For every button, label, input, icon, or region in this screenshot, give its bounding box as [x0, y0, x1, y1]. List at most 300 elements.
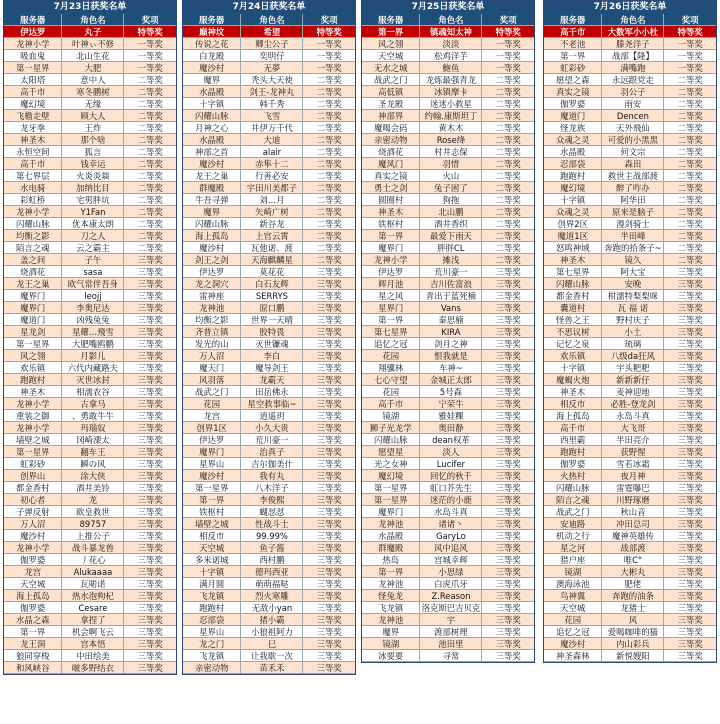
- character-name-cell: 酒井美铃: [62, 482, 124, 494]
- table-row: [183, 230, 355, 242]
- award-cell: 二等奖: [482, 158, 534, 170]
- character-name-cell: 北山生花: [62, 50, 124, 62]
- server-cell: 魔道门: [4, 314, 62, 326]
- character-name-cell: 火炎炎燚: [62, 170, 124, 182]
- award-cell: 三等奖: [124, 374, 176, 386]
- table-row: [183, 338, 355, 350]
- award-cell: 二等奖: [303, 218, 355, 230]
- table-row: [362, 170, 534, 182]
- award-cell: 三等奖: [482, 338, 534, 350]
- table-row: [362, 554, 534, 566]
- column-header: 角色名: [602, 14, 664, 26]
- server-cell: 水晶殿: [544, 146, 602, 158]
- table-row: [544, 398, 716, 410]
- table-row: [362, 374, 534, 386]
- award-cell: 二等奖: [124, 98, 176, 110]
- award-cell: 三等奖: [482, 506, 534, 518]
- table-row: [544, 590, 716, 602]
- award-cell: 三等奖: [303, 386, 355, 398]
- award-cell: 一等奖: [124, 38, 176, 50]
- character-name-cell: 中田绘美: [62, 650, 124, 662]
- table-row: [544, 614, 716, 626]
- table-row: [183, 578, 355, 590]
- server-cell: 伽罗婆: [4, 602, 62, 614]
- server-cell: 七心守望: [362, 374, 420, 386]
- character-name-cell: 寻常: [420, 650, 482, 662]
- character-name-cell: 赤隼十二: [241, 158, 303, 170]
- character-name-cell: 阿华田: [602, 194, 664, 206]
- table-row: [183, 254, 355, 266]
- award-cell: 三等奖: [482, 422, 534, 434]
- table-title: 7月24日获奖名单: [183, 1, 355, 14]
- server-cell: 魔蝎火炮: [544, 374, 602, 386]
- character-name-cell: Y1Fan: [62, 206, 124, 218]
- server-cell: 星之风: [362, 290, 420, 302]
- award-cell: 三等奖: [664, 518, 716, 530]
- server-cell: 牛吾寻弹: [183, 194, 241, 206]
- character-name-cell: 镜久: [602, 254, 664, 266]
- server-cell: 魔界门: [183, 446, 241, 458]
- table-row: [4, 86, 176, 98]
- server-cell: 十字镇: [544, 362, 602, 374]
- character-name-cell: 鱼子酱: [241, 542, 303, 554]
- award-cell: 三等奖: [303, 314, 355, 326]
- character-name-cell: 宇田川美都子: [241, 182, 303, 194]
- award-cell: 二等奖: [664, 182, 716, 194]
- server-cell: 龙神小学: [4, 422, 62, 434]
- server-cell: 不思议树: [544, 326, 602, 338]
- table-row: [4, 614, 176, 626]
- table-row: [362, 482, 534, 494]
- award-cell: 三等奖: [664, 458, 716, 470]
- character-name-cell: 瓦他诺、渡: [241, 242, 303, 254]
- server-cell: 闪耀山脉: [183, 110, 241, 122]
- server-cell: 龙王之巢: [4, 278, 62, 290]
- server-cell: 伽罗婆: [544, 458, 602, 470]
- award-cell: 二等奖: [303, 194, 355, 206]
- award-cell: 二等奖: [482, 122, 534, 134]
- server-cell: 第一界: [4, 626, 62, 638]
- character-name-cell: 凶残兔兔: [62, 314, 124, 326]
- award-cell: 三等奖: [303, 602, 355, 614]
- award-cell: 三等奖: [124, 338, 176, 350]
- character-name-cell: 啵多野结衣: [62, 662, 124, 674]
- table-row: [4, 530, 176, 542]
- server-cell: 忍部袋: [544, 158, 602, 170]
- server-cell: 水晶殿: [362, 530, 420, 542]
- table-row: [4, 494, 176, 506]
- character-name-cell: 大迪: [241, 134, 303, 146]
- table-row: [183, 362, 355, 374]
- award-cell: 三等奖: [664, 554, 716, 566]
- character-name-cell: 荒川豪一: [420, 266, 482, 278]
- table-row: [362, 386, 534, 398]
- award-cell: 三等奖: [482, 350, 534, 362]
- character-name-cell: 吉川佐富浪: [420, 278, 482, 290]
- character-name-cell: 5号森: [420, 386, 482, 398]
- character-name-cell: 战部【隆】: [602, 50, 664, 62]
- character-name-cell: 战斗暴龙兽: [62, 542, 124, 554]
- table-row: [544, 542, 716, 554]
- table-row: [4, 650, 176, 662]
- award-cell: 三等奖: [303, 458, 355, 470]
- table-row: [544, 38, 716, 50]
- server-cell: 龙牙拳: [4, 122, 62, 134]
- server-cell: 高千市: [544, 26, 602, 38]
- character-name-cell: 唯C°: [602, 554, 664, 566]
- character-name-cell: 、勇敢牛牛: [62, 410, 124, 422]
- table-row: [183, 122, 355, 134]
- table-row: [362, 110, 534, 122]
- award-cell: 三等奖: [482, 446, 534, 458]
- award-cell: 二等奖: [482, 182, 534, 194]
- server-cell: 飞龙镇: [183, 650, 241, 662]
- award-cell: 特等奖: [303, 26, 355, 38]
- server-cell: 天空城: [544, 602, 602, 614]
- table-row: [183, 350, 355, 362]
- character-name-cell: 必胜-登龙剑: [602, 398, 664, 410]
- table-row: [4, 38, 176, 50]
- table-row: [544, 254, 716, 266]
- character-name-cell: 雨安: [602, 98, 664, 110]
- table-row: [4, 110, 176, 122]
- table-row: [4, 266, 176, 278]
- column-header: 服务器: [4, 14, 62, 26]
- table-row: [4, 74, 176, 86]
- server-cell: 鸟神翼: [544, 590, 602, 602]
- server-cell: 镜湖: [362, 410, 420, 422]
- table-row: [362, 326, 534, 338]
- table-row: [544, 50, 716, 62]
- server-cell: 魔沙村: [183, 158, 241, 170]
- award-cell: 二等奖: [664, 242, 716, 254]
- character-name-cell: 99.99%: [241, 530, 303, 542]
- character-name-cell: 治真子: [241, 446, 303, 458]
- table-row: [183, 170, 355, 182]
- server-cell: 闪耀山脉: [544, 482, 602, 494]
- server-cell: 龙王洞: [4, 638, 62, 650]
- award-cell: 二等奖: [124, 230, 176, 242]
- table-row: [183, 242, 355, 254]
- character-name-cell: 洛克斯巴吉贝克: [420, 602, 482, 614]
- award-cell: 三等奖: [664, 302, 716, 314]
- table-row: [362, 62, 534, 74]
- table-row: [544, 206, 716, 218]
- table-row: [362, 338, 534, 350]
- table-row: [4, 542, 176, 554]
- award-cell: 三等奖: [303, 326, 355, 338]
- table-row: [183, 518, 355, 530]
- award-cell: 二等奖: [124, 122, 176, 134]
- character-name-cell: 森田: [602, 158, 664, 170]
- award-cell: 二等奖: [664, 86, 716, 98]
- server-cell: 镜湖: [362, 638, 420, 650]
- server-cell: 狼同穿梭: [4, 650, 62, 662]
- award-cell: 三等奖: [124, 650, 176, 662]
- table-row: [183, 218, 355, 230]
- table-row: [4, 590, 176, 602]
- award-cell: 三等奖: [664, 602, 716, 614]
- server-cell: 愿望星: [362, 446, 420, 458]
- award-table-3: [361, 0, 535, 663]
- award-cell: 三等奖: [482, 302, 534, 314]
- character-name-cell: 小久大贵: [241, 422, 303, 434]
- table-row: [544, 218, 716, 230]
- server-cell: 跑跑村: [4, 374, 62, 386]
- character-name-cell: 恨我就是: [420, 350, 482, 362]
- character-name-cell: 王炸: [62, 122, 124, 134]
- table-row: [362, 26, 534, 38]
- award-cell: 二等奖: [482, 194, 534, 206]
- server-cell: 花园: [362, 350, 420, 362]
- server-cell: 太阳塔: [4, 74, 62, 86]
- server-cell: 猎户座: [544, 554, 602, 566]
- character-name-cell: 黄木木: [420, 122, 482, 134]
- column-header: 角色名: [241, 14, 303, 26]
- award-cell: 二等奖: [124, 86, 176, 98]
- award-cell: 三等奖: [124, 518, 176, 530]
- award-cell: 二等奖: [303, 230, 355, 242]
- server-cell: 永恒空间: [4, 146, 62, 158]
- table-row: [362, 590, 534, 602]
- server-cell: 龙神小学: [362, 254, 420, 266]
- character-name-cell: 灭世镰魂: [241, 338, 303, 350]
- server-cell: 十字镇: [183, 98, 241, 110]
- award-cell: 三等奖: [303, 590, 355, 602]
- award-cell: 二等奖: [664, 122, 716, 134]
- character-name-cell: 让我歇一次: [241, 650, 303, 662]
- table-row: [4, 662, 176, 674]
- character-name-cell: 莫花花: [241, 266, 303, 278]
- server-cell: 十字镇: [183, 566, 241, 578]
- award-cell: 三等奖: [482, 278, 534, 290]
- award-cell: 二等奖: [664, 230, 716, 242]
- character-name-cell: Lucifer: [420, 458, 482, 470]
- server-cell: 怒鸣神域: [544, 242, 602, 254]
- award-cell: 二等奖: [664, 206, 716, 218]
- table-row: [183, 638, 355, 650]
- server-cell: 战武之门: [362, 74, 420, 86]
- table-row: [362, 638, 534, 650]
- character-name-cell: 新谷龙: [241, 218, 303, 230]
- award-cell: 三等奖: [664, 290, 716, 302]
- award-cell: 一等奖: [664, 62, 716, 74]
- server-cell: 龙神池: [183, 302, 241, 314]
- server-cell: 安迪路: [544, 518, 602, 530]
- award-cell: 二等奖: [482, 242, 534, 254]
- table-row: [544, 554, 716, 566]
- server-cell: 欢乐镇: [4, 362, 62, 374]
- award-cell: 一等奖: [124, 50, 176, 62]
- award-cell: 三等奖: [303, 494, 355, 506]
- award-cell: 三等奖: [303, 398, 355, 410]
- award-cell: 三等奖: [482, 374, 534, 386]
- server-cell: 战武之门: [183, 386, 241, 398]
- table-row: [183, 590, 355, 602]
- character-name-cell: 大肥: [62, 62, 124, 74]
- table-row: [362, 470, 534, 482]
- server-cell: 飞龙镇: [183, 590, 241, 602]
- character-name-cell: 宇: [420, 614, 482, 626]
- award-cell: 三等奖: [664, 386, 716, 398]
- award-cell: 三等奖: [303, 638, 355, 650]
- character-name-cell: 酒井香织: [420, 218, 482, 230]
- award-cell: 二等奖: [664, 74, 716, 86]
- table-row: [4, 182, 176, 194]
- server-cell: 魔道1区: [544, 230, 602, 242]
- table-row: [4, 566, 176, 578]
- server-cell: 怪兽之王: [544, 314, 602, 326]
- server-cell: 水晶殿: [183, 86, 241, 98]
- table-row: [362, 122, 534, 134]
- table-row: [362, 566, 534, 578]
- award-cell: 三等奖: [303, 506, 355, 518]
- column-header: 服务器: [183, 14, 241, 26]
- award-cell: 三等奖: [124, 446, 176, 458]
- server-cell: 辉月池: [362, 278, 420, 290]
- table-row: [362, 362, 534, 374]
- award-cell: 二等奖: [482, 74, 534, 86]
- character-name-cell: 无敌小yan: [241, 602, 303, 614]
- server-cell: 龙神小学: [4, 398, 62, 410]
- server-cell: 亲密动物: [183, 662, 241, 674]
- table-row: [4, 206, 176, 218]
- award-cell: 三等奖: [124, 314, 176, 326]
- character-name-cell: 叶神ぃ不修: [62, 38, 124, 50]
- award-cell: 三等奖: [664, 314, 716, 326]
- character-name-cell: 德玛西亚: [241, 566, 303, 578]
- award-cell: 二等奖: [664, 170, 716, 182]
- table-row: [544, 110, 716, 122]
- character-name-cell: 天海麒麟星: [241, 254, 303, 266]
- award-cell: 三等奖: [303, 530, 355, 542]
- table-row: [544, 26, 716, 38]
- table-row: [362, 626, 534, 638]
- character-name-cell: 涂大侠: [62, 470, 124, 482]
- award-cell: 三等奖: [124, 326, 176, 338]
- award-cell: 三等奖: [124, 638, 176, 650]
- character-name-cell: 胖胖CL: [420, 242, 482, 254]
- character-name-cell: 约翰.康斯坦丁: [420, 110, 482, 122]
- table-row: [183, 386, 355, 398]
- award-cell: 三等奖: [664, 362, 716, 374]
- award-cell: 三等奖: [124, 470, 176, 482]
- award-cell: 三等奖: [482, 362, 534, 374]
- table-row: [544, 566, 716, 578]
- table-row: [544, 638, 716, 650]
- character-name-cell: 加纳比目: [62, 182, 124, 194]
- table-row: [362, 518, 534, 530]
- character-name-cell: 月影儿: [62, 350, 124, 362]
- table-row: [362, 398, 534, 410]
- server-cell: 天空城: [183, 542, 241, 554]
- award-cell: 特等奖: [664, 26, 716, 38]
- character-name-cell: 半田峰: [602, 230, 664, 242]
- character-name-cell: 虹口芥先生: [420, 482, 482, 494]
- award-cell: 三等奖: [303, 518, 355, 530]
- character-name-cell: 秦思楠: [420, 314, 482, 326]
- server-cell: 追忆之冠: [362, 338, 420, 350]
- character-name-cell: 回忆的秋千: [420, 470, 482, 482]
- table-title: 7月25日获奖名单: [362, 1, 534, 14]
- award-cell: 三等奖: [664, 374, 716, 386]
- character-name-cell: 天外飛仙: [602, 122, 664, 134]
- server-cell: 初心者: [4, 494, 62, 506]
- table-row: [362, 74, 534, 86]
- server-cell: 风之翎: [4, 350, 62, 362]
- server-cell: 第一星界: [4, 62, 62, 74]
- character-name-cell: 雪若冰霜: [602, 458, 664, 470]
- table-row: [362, 614, 534, 626]
- table-row: [4, 554, 176, 566]
- character-name-cell: 白石友辉: [241, 278, 303, 290]
- table-row: [544, 434, 716, 446]
- character-name-cell: 村井志保: [420, 146, 482, 158]
- character-name-cell: 宁荣牛: [420, 398, 482, 410]
- server-cell: 西里霸: [544, 434, 602, 446]
- server-cell: 伽罗婆: [4, 554, 62, 566]
- table-row: [183, 326, 355, 338]
- server-cell: 魔道门: [544, 110, 602, 122]
- award-cell: 二等奖: [482, 218, 534, 230]
- server-cell: 闪耀山脉: [183, 218, 241, 230]
- table-row: [183, 662, 355, 674]
- table-row: [4, 638, 176, 650]
- table-row: [362, 458, 534, 470]
- server-cell: 魔界门: [362, 506, 420, 518]
- server-cell: 神圣木: [362, 206, 420, 218]
- server-cell: 闪耀山脉: [544, 278, 602, 290]
- server-cell: 烧酒花: [362, 146, 420, 158]
- award-cell: 特等奖: [482, 26, 534, 38]
- award-cell: 三等奖: [482, 602, 534, 614]
- server-cell: 魔喝会码: [362, 122, 420, 134]
- server-cell: 飞龙镇: [362, 602, 420, 614]
- character-name-cell: 荒川豪一: [241, 434, 303, 446]
- table-row: [4, 374, 176, 386]
- award-cell: 三等奖: [482, 530, 534, 542]
- award-cell: 二等奖: [303, 182, 355, 194]
- server-cell: 众魂之灵: [544, 134, 602, 146]
- award-cell: 三等奖: [482, 482, 534, 494]
- table-row: [183, 374, 355, 386]
- character-name-cell: 原来是脑子: [602, 206, 664, 218]
- table-row: [544, 314, 716, 326]
- table-row: [4, 578, 176, 590]
- award-cell: 三等奖: [664, 266, 716, 278]
- character-name-cell: 兔子困了: [420, 182, 482, 194]
- award-cell: 三等奖: [482, 314, 534, 326]
- character-name-cell: 希望: [241, 26, 303, 38]
- table-row: [4, 410, 176, 422]
- character-name-cell: 秋山音: [602, 506, 664, 518]
- table-row: [4, 290, 176, 302]
- award-cell: 二等奖: [124, 206, 176, 218]
- server-cell: 第一星界: [4, 338, 62, 350]
- table-row: [183, 506, 355, 518]
- award-cell: 二等奖: [664, 98, 716, 110]
- award-cell: 二等奖: [664, 110, 716, 122]
- character-name-cell: 风中追风: [420, 542, 482, 554]
- character-name-cell: 永岛斗真: [602, 410, 664, 422]
- server-cell: 月神之心: [183, 122, 241, 134]
- server-cell: 魔界门: [362, 242, 420, 254]
- server-cell: 白龙殿: [183, 50, 241, 62]
- character-name-cell: 钱幸运: [62, 158, 124, 170]
- award-cell: 一等奖: [482, 38, 534, 50]
- award-cell: 一等奖: [482, 62, 534, 74]
- character-name-cell: 冰镇摩卡: [420, 86, 482, 98]
